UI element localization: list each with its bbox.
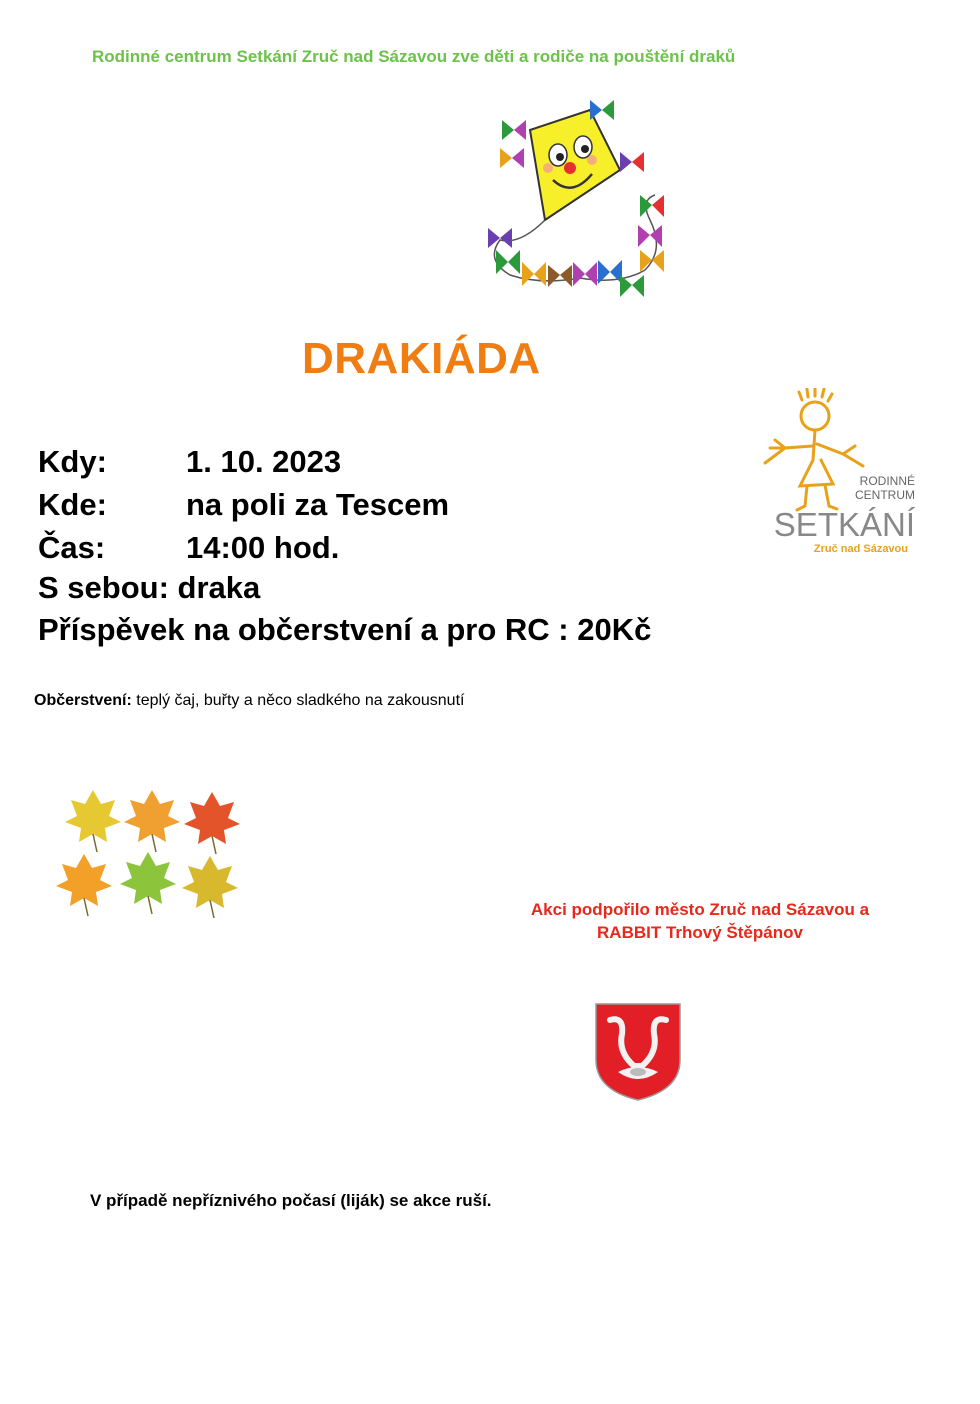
info-row-when	[38, 442, 341, 482]
fee-value: 20Kč	[577, 612, 652, 647]
kite-illustration-icon	[470, 100, 685, 305]
where-value: na poli za Tescem	[186, 487, 450, 522]
refreshments-label: Občerstvení:	[34, 692, 132, 709]
time-value: 14:00 hod.	[186, 530, 340, 565]
support-line1: Akci podpořilo město Zruč nad Sázavou a	[530, 900, 870, 919]
when-label: Kdy:	[38, 444, 107, 479]
weather-note: V případě nepříznivého počasí (liják) se akce ruší.	[90, 1191, 492, 1210]
event-title: DRAKIÁDA	[302, 334, 541, 383]
where-label: Kde:	[38, 487, 107, 522]
logo-line2: CENTRUM	[855, 488, 915, 502]
support-line2: RABBIT Trhový Štěpánov	[597, 923, 803, 942]
logo-place: Zruč nad Sázavou	[813, 543, 908, 555]
fee-label: Příspěvek na občerstvení a pro RC :	[38, 612, 569, 647]
info-row-where	[38, 485, 449, 525]
refreshments-value: teplý čaj, buřty a něco sladkého na zakousnutí	[136, 692, 465, 709]
intro-text: Rodinné centrum Setkání Zruč nad Sázavou zve děti a rodiče na pouštění draků	[92, 47, 736, 66]
family-centre-logo	[755, 388, 920, 563]
refreshments-line	[34, 692, 464, 710]
logo-line1: RODINNÉ	[859, 474, 915, 488]
info-row-bring	[38, 568, 260, 608]
info-row-time	[38, 528, 339, 568]
time-label: Čas:	[38, 530, 106, 565]
bring-value: draka	[177, 570, 261, 605]
family-centre-logo-icon	[755, 388, 920, 563]
logo-name: SETKÁNÍ	[773, 506, 915, 543]
support-note	[505, 898, 895, 944]
when-value: 1. 10. 2023	[186, 444, 342, 479]
town-crest-icon	[594, 1002, 682, 1102]
autumn-leaves-icon	[48, 780, 248, 920]
info-row-fee	[38, 610, 651, 650]
bring-label: S sebou:	[38, 570, 169, 605]
